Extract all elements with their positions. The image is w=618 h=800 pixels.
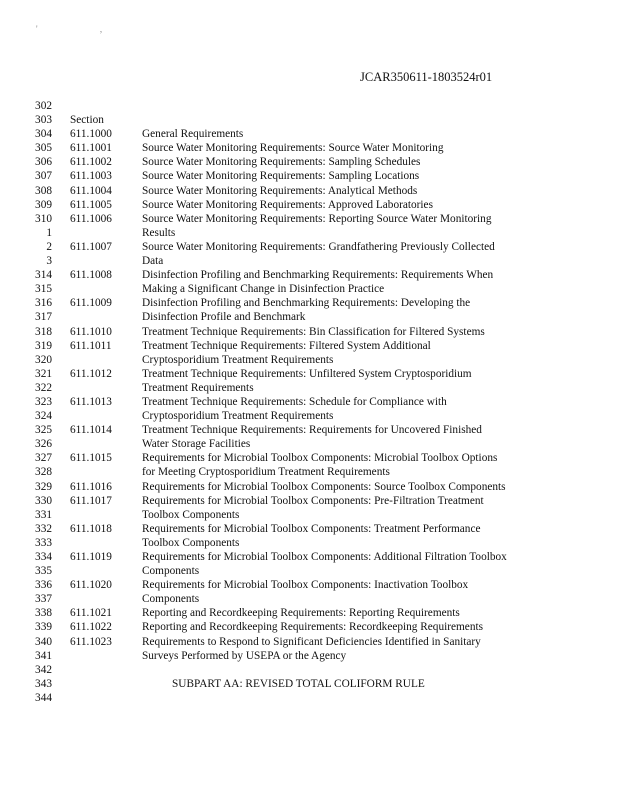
section-title: Components [142,593,200,606]
section-title: Cryptosporidium Treatment Requirements [142,410,334,423]
table-row [0,423,618,437]
table-row [0,663,618,677]
table-row [0,564,618,578]
section-title: Making a Significant Change in Disinfection Practice [142,283,385,296]
table-row [0,395,618,409]
table-row [0,325,618,339]
table-row [0,635,618,649]
table-row [0,465,618,479]
section-title: Water Storage Facilities [142,438,251,451]
section-number: 611.1003 [70,170,112,183]
section-title: Toolbox Components [142,536,240,549]
line-number: 324 [35,410,52,423]
table-row [0,99,618,113]
section-number: 611.1016 [70,480,112,493]
table-row [0,592,618,606]
line-number: 307 [35,170,52,183]
table-row [0,198,618,212]
section-number: 611.1008 [70,269,112,282]
table-row [0,155,618,169]
section-title: Source Water Monitoring Requirements: Sampling Schedules [142,156,421,169]
line-number: 303 [35,114,52,127]
line-number: 321 [35,367,52,380]
section-number: 611.1005 [70,198,112,211]
section-number: 611.1019 [70,551,112,563]
section-number: 611.1023 [70,635,112,648]
table-row [0,169,618,183]
section-number: 611.1004 [70,184,112,197]
line-number: 340 [35,635,52,648]
line-number: 306 [35,156,52,169]
section-title: Requirements for Microbial Toolbox Components: Source Toolbox Components [142,480,506,493]
line-number: 2 [46,240,52,253]
section-number: 611.1015 [70,452,112,465]
line-number: 308 [35,184,52,197]
table-row [0,691,618,705]
table-row [0,522,618,536]
section-title: Disinfection Profiling and Benchmarking Requirements: Developing the [142,297,471,310]
section-number: 611.1017 [70,494,112,507]
line-number: 336 [35,579,52,592]
table-row [0,409,618,423]
line-number: 309 [35,198,52,211]
section-number: 611.1020 [70,579,112,592]
section-title: Requirements for Microbial Toolbox Components: Pre-Filtration Treatment [142,494,484,507]
section-title: Source Water Monitoring Requirements: Analytical Methods [142,184,418,197]
table-row [0,451,618,465]
section-number: 611.1014 [70,424,112,437]
document-id: JCAR350611-1803524r01 [360,70,493,84]
line-number: 335 [35,565,52,578]
section-title: Requirements for Microbial Toolbox Components: Additional Filtration Toolbox [142,551,507,563]
section-title: Requirements for Microbial Toolbox Components: Microbial Toolbox Options [142,452,498,465]
section-number: 611.1002 [70,156,112,169]
section-number: 611.1022 [70,621,112,634]
table-row [0,254,618,268]
section-title: Source Water Monitoring Requirements: Reporting Source Water Monitoring [142,212,492,225]
section-number: 611.1001 [70,142,112,155]
line-number: 329 [35,480,52,493]
section-title: Cryptosporidium Treatment Requirements [142,353,334,366]
section-title: Surveys Performed by USEPA or the Agency [142,649,347,662]
table-row [0,212,618,226]
table-row [0,536,618,550]
line-number: 330 [35,494,52,507]
line-number: 310 [35,212,52,225]
section-title: Source Water Monitoring Requirements: Sampling Locations [142,170,420,183]
table-row [0,480,618,494]
section-title: Treatment Requirements [142,381,254,394]
section-number: 611.1000 [70,128,112,141]
line-number: 314 [35,269,52,282]
section-title: Requirements to Respond to Significant Deficiencies Identified in Sanitary [142,635,481,648]
section-number: 611.1010 [70,325,112,338]
line-number: 319 [35,339,52,352]
section-title: Reporting and Recordkeeping Requirements: Recordkeeping Requirements [142,621,484,634]
table-row [0,550,618,564]
section-title: for Meeting Cryptosporidium Treatment Requirements [142,466,390,479]
section-title: Treatment Technique Requirements: Bin Classification for Filtered Systems [142,325,485,338]
section-title: Components [142,565,200,578]
table-row [0,381,618,395]
section-title: Treatment Technique Requirements: Unfiltered System Cryptosporidium [142,367,472,380]
table-row [0,606,618,620]
section-number: 611.1012 [70,367,112,380]
line-number: 327 [35,452,52,465]
table-row [0,113,618,127]
line-number: 323 [35,395,52,408]
section-title: Requirements for Microbial Toolbox Components: Treatment Performance [142,522,481,535]
table-row [0,127,618,141]
subpart-heading: SUBPART AA: REVISED TOTAL COLIFORM RULE [172,677,425,690]
line-number: 334 [35,551,52,563]
table-row [0,268,618,282]
section-title: Source Water Monitoring Requirements: Source Water Monitoring [142,142,444,155]
line-number: 317 [35,311,52,324]
line-number: 344 [35,691,52,704]
line-number: 304 [35,128,52,141]
section-number: 611.1021 [70,607,112,620]
line-number: 3 [46,255,52,268]
line-number: 338 [35,607,52,620]
table-row [0,282,618,296]
line-number: 337 [35,593,52,606]
table-row [0,649,618,663]
line-number: 1 [46,226,52,239]
line-number: 316 [35,297,52,310]
table-row [0,184,618,198]
line-number: 342 [35,663,52,676]
section-title: Results [142,226,176,239]
line-number: 326 [35,438,52,451]
table-row [0,437,618,451]
section-title: Source Water Monitoring Requirements: Grandfathering Previously Collected [142,240,495,253]
line-number: 328 [35,466,52,479]
section-title: Treatment Technique Requirements: Schedule for Compliance with [142,395,447,408]
section-title: Toolbox Components [142,508,240,521]
section-title: Requirements for Microbial Toolbox Components: Inactivation Toolbox [142,579,469,592]
line-number: 332 [35,522,52,535]
section-title: Treatment Technique Requirements: Requirements for Uncovered Finished [142,424,482,437]
table-row [0,240,618,254]
section-title: Treatment Technique Requirements: Filtered System Additional [142,339,431,352]
table-row [0,494,618,508]
line-number: 325 [35,424,52,437]
table-row [0,367,618,381]
line-number: 339 [35,621,52,634]
table-row [0,353,618,367]
table-row [0,296,618,310]
section-number: Section [70,114,104,127]
table-row [0,620,618,634]
line-number: 333 [35,536,52,549]
section-number: 611.1007 [70,240,112,253]
table-row [0,578,618,592]
line-number: 315 [35,283,52,296]
section-title: Disinfection Profile and Benchmark [142,311,306,324]
section-title: General Requirements [142,128,244,141]
line-number: 305 [35,142,52,155]
table-row [0,677,618,691]
line-number: 341 [35,649,52,662]
section-title: Data [142,255,164,268]
line-number: 302 [35,100,52,112]
line-number: 343 [35,677,52,690]
table-row [0,310,618,324]
table-row [0,141,618,155]
section-title: Reporting and Recordkeeping Requirements: Reporting Requirements [142,607,460,620]
line-number: 318 [35,325,52,338]
table-row [0,508,618,522]
section-title: Disinfection Profiling and Benchmarking Requirements: Requirements When [142,269,494,282]
section-number: 611.1006 [70,212,112,225]
section-title: Source Water Monitoring Requirements: Approved Laboratories [142,198,433,211]
scan-marks: ' , [36,24,133,34]
section-number: 611.1009 [70,297,112,310]
section-number: 611.1018 [70,522,112,535]
line-number: 322 [35,381,52,394]
section-number: 611.1013 [70,395,112,408]
line-number: 320 [35,353,52,366]
table-row [0,339,618,353]
line-list [0,99,618,705]
line-number: 331 [35,508,52,521]
table-row [0,226,618,240]
section-number: 611.1011 [70,339,112,352]
